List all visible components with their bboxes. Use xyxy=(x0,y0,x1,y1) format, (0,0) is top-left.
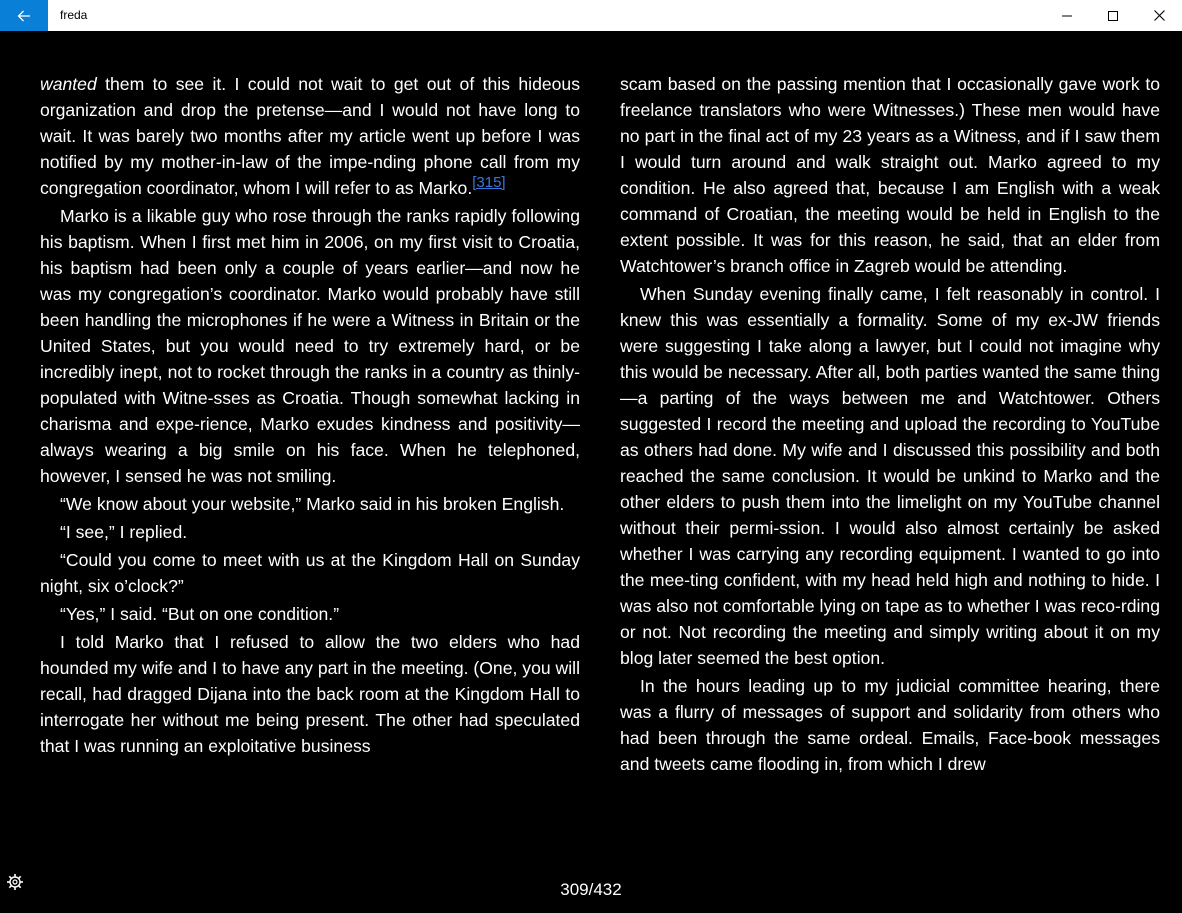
paragraph: “I see,” I replied. xyxy=(60,522,188,542)
paragraph: I told Marko that I refused to allow the two elders who had hounded my wife and I to have any part in the meeting. (One, you will recall, had dragged Dijana into the back room at the Kingdom Hall to interrogate her without me being present. The other had speculated that I was running an exploitative business xyxy=(40,632,580,756)
paragraph: “Yes,” I said. “But on one condition.” xyxy=(60,604,340,624)
gear-icon xyxy=(6,873,24,891)
paragraph: Marko is a likable guy who rose through the ranks rapidly following his baptism. When I first met him in 2006, on my first visit to Croatia, his baptism had been only a couple of years earlier—and now he was my congregation’s coordinator. Marko would probably have still been handling the microphones if he were a Witness in Britain or the United States, but you would need to try extremely hard, or be incredibly inept, not to rocket through the ranks in a country as thinly-populated with Witne-sses as Croatia. Though somewhat lacking in charisma and expe-rience, Marko exudes kindness and positivity—always wearing a big smile on his face. When he telephoned, however, I sensed he was not smiling. xyxy=(40,206,580,486)
paragraph: “We know about your website,” Marko said in his broken English. xyxy=(60,494,565,514)
title-bar xyxy=(0,0,1182,31)
paragraph xyxy=(40,71,580,201)
paragraph: In the hours leading up to my judicial committee hearing, there was a flurry of messages of support and solidarity from others who had been through the same ordeal. Emails, Face-book messages and tweets came flooding in, from which I drew xyxy=(620,676,1160,774)
paragraph: “Could you come to meet with us at the Kingdom Hall on Sunday night, six o’clock?” xyxy=(40,550,580,596)
right-text-column xyxy=(620,71,1160,779)
left-text-column xyxy=(40,71,580,761)
paragraph: When Sunday evening finally came, I felt reasonably in control. I knew this was essentially a formality. Some of my ex-JW friends were suggesting I take along a lawyer, but I could not imagine why this would be necessary. After all, both parties wanted the same thing—a parting of the ways between me and Watchtower. Others suggested I record the meeting and upload the recording to YouTube as others had done. My wife and I discussed this possibility and both reached the same conclusion. It would be unkind to Marko and the other elders to push them into the limelight on my YouTube channel without their permi-ssion. I would also almost certainly be asked whether I was carrying any recording equipment. I wanted to go into the mee-ting confident, with my head held high and nothing to hide. I was also not comfortable lying on tape as to whether I was reco-rding or not. Not recording the meeting and simply writing about it on my blog later seemed the best option. xyxy=(620,284,1160,668)
paragraph-text: them to see it. I could not wait to get out of this hideous organization and drop the pretense—and I would not have long to wait. It was barely two months after my article went up before I was notified by my mother-in-law of the impe-nding phone call from my congregation coordinator, whom I will refer to as Marko. xyxy=(40,74,580,198)
maximize-icon xyxy=(1108,11,1118,21)
footnote-link[interactable]: [315] xyxy=(472,174,506,192)
close-icon xyxy=(1154,10,1165,21)
minimize-icon xyxy=(1062,11,1072,21)
maximize-button[interactable] xyxy=(1090,0,1136,31)
page-indicator: 309/432 xyxy=(560,880,622,899)
emphasis-text: wanted xyxy=(40,74,97,94)
app-title: freda xyxy=(60,8,88,22)
paragraph: scam based on the passing mention that I occasionally gave work to freelance translators who were Witnesses.) These men would have no part in the final act of my 23 years as a Witness, and if I saw them I would turn around and walk straight out. Marko agreed to my condition. He also agreed that, because I am English with a weak command of Croatian, the meeting would be held in English to the extent possible. It was for this reason, he said, that an elder from Watchtower’s branch office in Zagreb would be attending. xyxy=(620,74,1160,276)
close-button[interactable] xyxy=(1136,0,1182,31)
back-arrow-icon xyxy=(17,10,31,22)
reader-page[interactable] xyxy=(0,31,1182,913)
back-button[interactable] xyxy=(0,0,48,31)
minimize-button[interactable] xyxy=(1044,0,1090,31)
settings-button[interactable] xyxy=(6,873,24,891)
